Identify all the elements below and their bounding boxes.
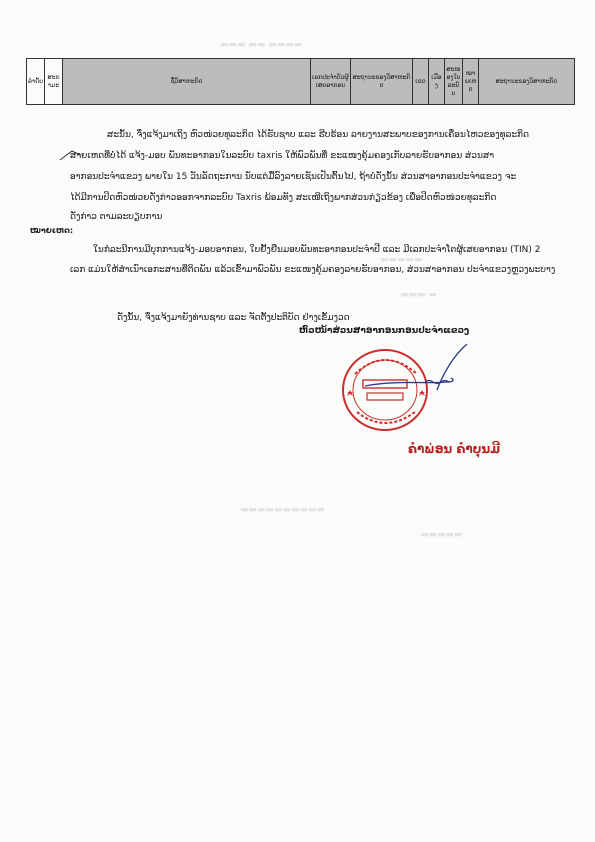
show-through: ▬▬▬▬▬ (380, 255, 423, 265)
note-line: ເລກ ແມ່ນໃຫ້ສຳເນົາເອກະສານທີ່ຕິດພັນ ແລ້ວເຂົ້າມາພົວພັນ ຂະແໜງຄຸ້ມຄອງລາຍຮັບອາກອນ, ສ່ວນສາອາກອນ ປະຈຳແຂວງຫຼວງພະບາງ (70, 265, 556, 275)
note-line: ໃນກໍລະນີການມີບຸກການແຈ້ງ-ມອບອາກອນ, ໃບຢັ້ງຢືນມອບພັນທະອາກອນປະຈຳປີ ແລະ ມີເລກປະຈຳໂຕຜູ້ເສຍອາກອນ (TIN) 2 (93, 245, 541, 255)
paragraph-line: ອາກອນປະຈຳແຂວງ ພາຍໃນ 15 ວັນລັດຖະການ ນັບແຕ່ມື້ລົງລາຍເຊັນເປັນຕົ້ນໄປ, ຖ້າບໍ່ດັ່ງນັ້ນ ສ່ວນສາອາກອນປະຈຳແຂວງ ຈະ (70, 172, 517, 182)
header-row (27, 59, 575, 105)
show-through: ▬▬▬ ▬▬ ▬▬▬▬ (220, 40, 303, 50)
header-cell: ສະໜອງໃບລະບົບ (445, 59, 463, 105)
header-cell: ໝາຍເຫດ (463, 59, 479, 105)
stamp-graphic (335, 338, 477, 440)
signatory-office: ຫົວໜ້າສ່ວນສາອາກອນກອນປະຈຳແຂວງ (299, 326, 470, 336)
signer-name: ຄຳພ່ອນ ຄຳບຸນມີ (408, 442, 501, 456)
header-cell: ສະກາມະ (45, 59, 63, 105)
header-cell: ລຳດັບ (27, 59, 45, 105)
header-cell: ສະຖານະຂອງວິສາຫະກິດ (479, 59, 575, 105)
official-stamp (335, 338, 477, 440)
paragraph-line: ດັ່ງກ່າວ ຕາມລະບຽບການ (70, 212, 163, 222)
paragraph-line: ສະນັ້ນ, ຈຶ່ງແຈ້ງມາເຖິງ ຫົວໜ່ວຍທຸລະກິດ ໄດ້ຮັບຊາບ ແລະ ຮີບຮ້ອນ ລາຍງານສະພາບຂອງການເຄື່ອນໄຫວຂອງທຸລະກິດ (107, 130, 530, 140)
closing-line: ດັ່ງນັ້ນ, ຈຶ່ງແຈ້ງມາຍັງທ່ານຊາບ ແລະ ຈັດຕັ້ງປະຕິບັດ ຢ່າງເຂັ້ມງວດ (117, 313, 350, 323)
pen-mark (58, 148, 82, 162)
header-cell: ເມືອງ (429, 59, 445, 105)
header-table (26, 58, 575, 105)
header-cell: ເລກປະຈຳຕົວຜູ້ເສຍອາກອນ (311, 59, 351, 105)
header-cell: ສະຖານະຂອງວິສາຫະກິດ (351, 59, 413, 105)
paragraph-line: ໄດ້ມີການປິດຫົວໜ່ວຍດັ່ງກ່າວອອກຈາກລະບົບ Taxris ພ້ອມທັງ ສະເໜີເຖິງພາກສ່ວນກ່ຽວຂ້ອງ ເພື່ອປິດຫົວໜ່ວຍທຸລະກິດ (70, 193, 497, 203)
show-through: ▬▬▬▬▬▬▬▬▬▬ (240, 505, 326, 515)
show-through: ▬▬▬ ▬ (400, 290, 437, 300)
note-label: ໝາຍເຫດ: (30, 226, 74, 235)
paragraph-line: ສາຍເຫດທີ່ບໍ່ໄດ້ ແຈ້ງ-ມອບ ພັນທະອາກອນໃນລະບົບ taxris ໃຫ້ພົວພັນທີ່ ຂະແໜງຄຸ້ມຄອງເກັບລາຍຮັບອາກອນ ສ່ວນສາ (70, 151, 495, 161)
show-through: ▬▬▬▬▬ (420, 530, 463, 540)
header-cell: ຊື່ວິສາຫະກິດ (63, 59, 311, 105)
header-cell: ເຂດ (413, 59, 429, 105)
